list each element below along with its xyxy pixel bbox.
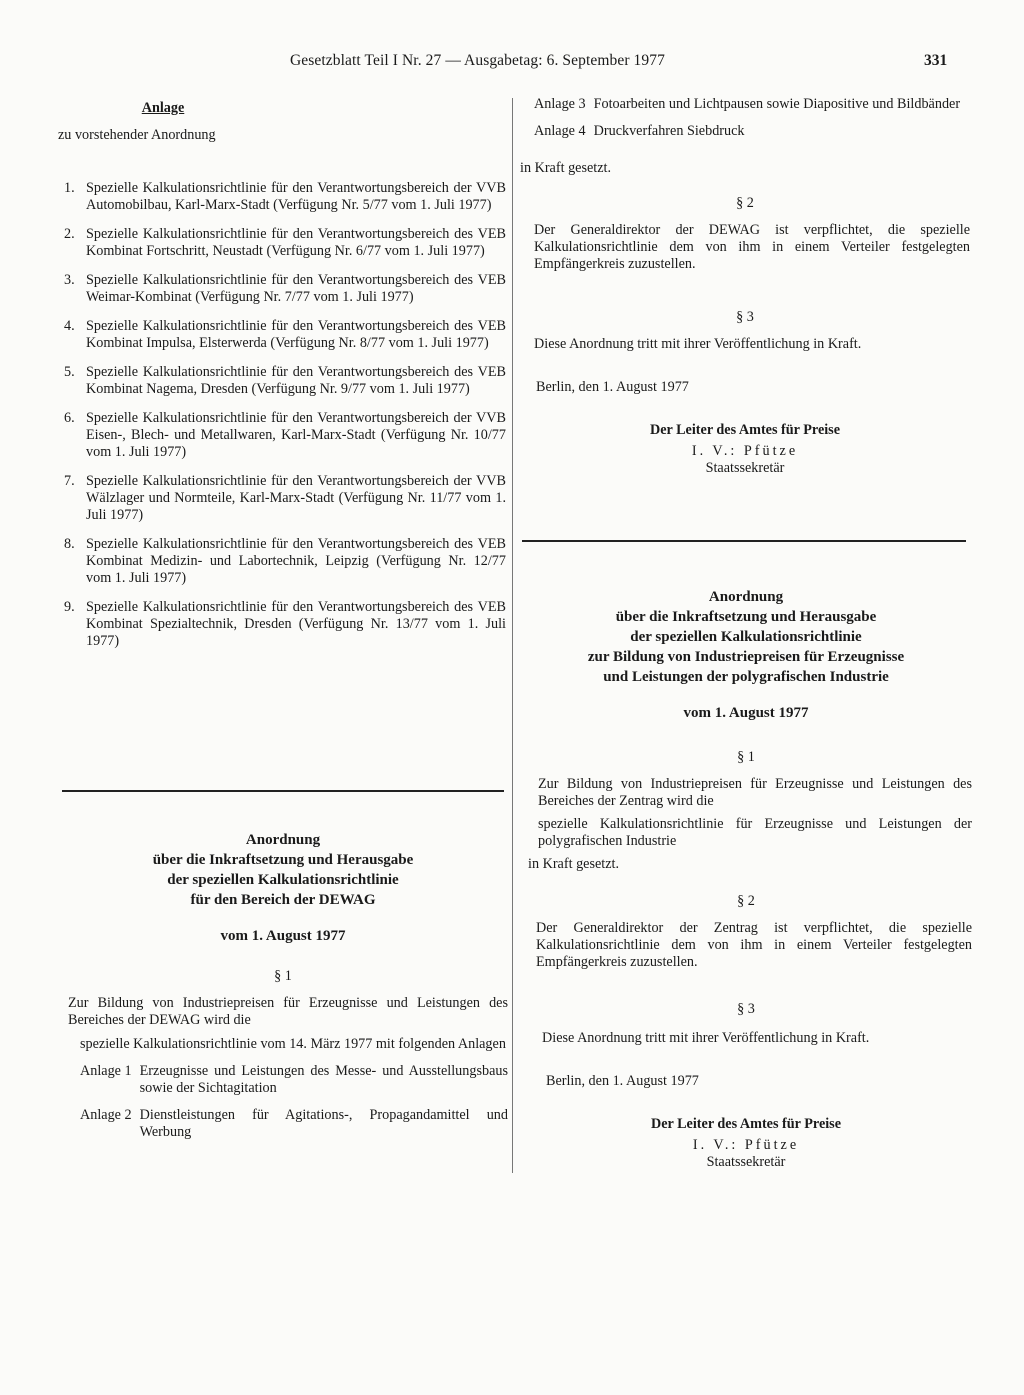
- anlage-label: Anlage 1: [80, 1063, 132, 1079]
- paragraph-text: spezielle Kalkulationsrichtlinie für Erzeugnisse und Leistungen der polygrafischen Industrie: [538, 816, 972, 849]
- item-text: Spezielle Kalkulationsrichtlinie für den Verantwortungsbereich der VVB Automobilbau, Karl-Marx-Stadt (Verfügung Nr. 5/77 vom 1. Juli 1977): [86, 180, 506, 213]
- list-item: [80, 1107, 508, 1141]
- item-number: 5.: [64, 364, 75, 380]
- list-item: [58, 318, 506, 352]
- anlage-label: Anlage 3: [534, 96, 586, 112]
- list-item: [58, 536, 506, 587]
- zentrag-ordinance: [520, 587, 972, 1171]
- title-line: der speziellen Kalkulationsrichtlinie: [630, 629, 862, 645]
- paragraph-text: Der Generaldirektor der DEWAG ist verpflichtet, die spezielle Kalkulationsrichtlinie dem von ihm in einem Verteiler festgelegten Empfängerkreis zuzustellen.: [534, 222, 970, 272]
- anlage-text: Erzeugnisse und Leistungen des Messe- und Ausstellungsbaus sowie der Sichtagitation: [139, 1063, 508, 1096]
- anlage-text: Druckverfahren Siebdruck: [593, 123, 745, 139]
- place-date: Berlin, den 1. August 1977: [546, 1073, 699, 1089]
- item-text: Spezielle Kalkulationsrichtlinie für den Verantwortungsbereich des VEB Kombinat Medizin- und Labortechnik, Leipzig (Verfügung Nr. 12/77 vom 1. Juli 1977): [86, 536, 506, 586]
- title-line: zur Bildung von Industriepreisen für Erzeugnisse: [587, 649, 905, 665]
- item-number: 7.: [64, 473, 75, 489]
- item-number: 4.: [64, 318, 75, 334]
- paragraph-text: Zur Bildung von Industriepreisen für Erzeugnisse und Leistungen des Bereiches der DEWAG wird die: [68, 995, 508, 1028]
- list-item: [58, 473, 506, 524]
- item-number: 9.: [64, 599, 75, 615]
- ordinance-title: [58, 830, 508, 910]
- anlage-section: [58, 100, 506, 662]
- item-text: Spezielle Kalkulationsrichtlinie für den Verantwortungsbereich des VEB Kombinat Spezialtechnik, Dresden (Verfügung Nr. 13/77 vom 1. Juli 1977): [86, 599, 506, 649]
- paragraph-text: Zur Bildung von Industriepreisen für Erzeugnisse und Leistungen des Bereiches der Zentrag wird die: [538, 776, 972, 809]
- dewag-continuation: [520, 96, 970, 477]
- anlagen-list: [520, 96, 970, 140]
- dewag-ordinance: [58, 830, 508, 1141]
- anlage-text: Fotoarbeiten und Lichtpausen sowie Diapositive und Bildbänder: [593, 96, 961, 112]
- item-number: 1.: [64, 180, 75, 196]
- title-line: Anordnung: [708, 589, 784, 605]
- item-text: Spezielle Kalkulationsrichtlinie für den Verantwortungsbereich der VVB Eisen-, Blech- und Metallwaren, Karl-Marx-Stadt (Verfügung Nr. 10/77 vom 1. Juli 1977): [86, 410, 506, 460]
- paragraph-heading: § 3: [737, 1001, 755, 1017]
- title-line: Anordnung: [245, 832, 321, 848]
- anlage-label: Anlage 2: [80, 1107, 132, 1123]
- item-number: 6.: [64, 410, 75, 426]
- list-item: [80, 1063, 508, 1097]
- list-item: [58, 272, 506, 306]
- paragraph-heading: § 1: [274, 968, 292, 984]
- signature-role: Staatssekretär: [705, 460, 785, 476]
- item-number: 8.: [64, 536, 75, 552]
- anlagen-list: [58, 1063, 508, 1141]
- list-item: [58, 410, 506, 461]
- list-item: [58, 599, 506, 650]
- paragraph-heading: § 2: [736, 195, 754, 211]
- section-rule-right: [522, 540, 966, 542]
- anlage-subheading: zu vorstehender Anordnung: [58, 127, 216, 143]
- anlage-text: Dienstleistungen für Agitations-, Propagandamittel und Werbung: [139, 1107, 508, 1140]
- paragraph-heading: § 1: [737, 749, 755, 765]
- column-divider-top: [512, 98, 513, 743]
- paragraph-heading: § 3: [736, 309, 754, 325]
- list-item: [534, 123, 970, 140]
- section-rule-left: [62, 790, 504, 792]
- item-text: Spezielle Kalkulationsrichtlinie für den Verantwortungsbereich der VVB Wälzlager und Normteile, Karl-Marx-Stadt (Verfügung Nr. 11/77 vom 1. Juli 1977): [86, 473, 506, 523]
- signature-name: I. V.: Pfütze: [691, 443, 799, 459]
- paragraph-text: Diese Anordnung tritt mit ihrer Veröffentlichung in Kraft.: [542, 1030, 870, 1046]
- item-number: 3.: [64, 272, 75, 288]
- column-divider-bottom: [512, 728, 513, 1173]
- title-line: und Leistungen der polygrafischen Industrie: [603, 669, 889, 685]
- list-item: [534, 96, 970, 113]
- ordinance-date: vom 1. August 1977: [220, 928, 346, 944]
- page-number: 331: [924, 52, 948, 69]
- item-text: Spezielle Kalkulationsrichtlinie für den Verantwortungsbereich des VEB Kombinat Fortschritt, Neustadt (Verfügung Nr. 6/77 vom 1. Juli 1977): [86, 226, 506, 259]
- title-line: über die Inkraftsetzung und Herausgabe: [152, 852, 414, 868]
- anlage-label: Anlage 4: [534, 123, 586, 139]
- in-kraft-text: in Kraft gesetzt.: [528, 856, 619, 872]
- paragraph-text: Diese Anordnung tritt mit ihrer Veröffentlichung in Kraft.: [534, 336, 862, 352]
- list-item: [58, 364, 506, 398]
- ordinance-title: [520, 587, 972, 687]
- signature-name: I. V.: Pfütze: [692, 1137, 800, 1153]
- ordinance-date: vom 1. August 1977: [683, 705, 809, 721]
- anlage-list: [58, 180, 506, 650]
- paragraph-text: spezielle Kalkulationsrichtlinie vom 14. März 1977 mit folgenden Anlagen: [80, 1036, 506, 1052]
- title-line: für den Bereich der DEWAG: [190, 892, 376, 908]
- title-line: über die Inkraftsetzung und Herausgabe: [615, 609, 877, 625]
- list-item: [58, 180, 506, 214]
- title-line: der speziellen Kalkulationsrichtlinie: [167, 872, 399, 888]
- anlage-heading: Anlage: [141, 100, 185, 116]
- list-item: [58, 226, 506, 260]
- item-text: Spezielle Kalkulationsrichtlinie für den Verantwortungsbereich des VEB Kombinat Nagema, Dresden (Verfügung Nr. 9/77 vom 1. Juli 1977): [86, 364, 506, 397]
- item-text: Spezielle Kalkulationsrichtlinie für den Verantwortungsbereich des VEB Weimar-Kombinat (Verfügung Nr. 7/77 vom 1. Juli 1977): [86, 272, 506, 305]
- item-text: Spezielle Kalkulationsrichtlinie für den Verantwortungsbereich des VEB Kombinat Impulsa, Elsterwerda (Verfügung Nr. 8/77 vom 1. Juli 1977): [86, 318, 506, 351]
- signature-title: Der Leiter des Amtes für Preise: [649, 422, 841, 438]
- running-header: Gesetzblatt Teil I Nr. 27 — Ausgabetag: 6. September 1977: [290, 52, 665, 69]
- signature-title: Der Leiter des Amtes für Preise: [650, 1116, 842, 1132]
- signature-role: Staatssekretär: [706, 1154, 786, 1170]
- paragraph-text: Der Generaldirektor der Zentrag ist verpflichtet, die spezielle Kalkulationsrichtlinie dem von ihm in einem Verteiler festgelegten Empfängerkreis zuzustellen.: [536, 920, 972, 970]
- paragraph-heading: § 2: [737, 893, 755, 909]
- item-number: 2.: [64, 226, 75, 242]
- place-date: Berlin, den 1. August 1977: [536, 379, 689, 395]
- in-kraft-text: in Kraft gesetzt.: [520, 160, 611, 176]
